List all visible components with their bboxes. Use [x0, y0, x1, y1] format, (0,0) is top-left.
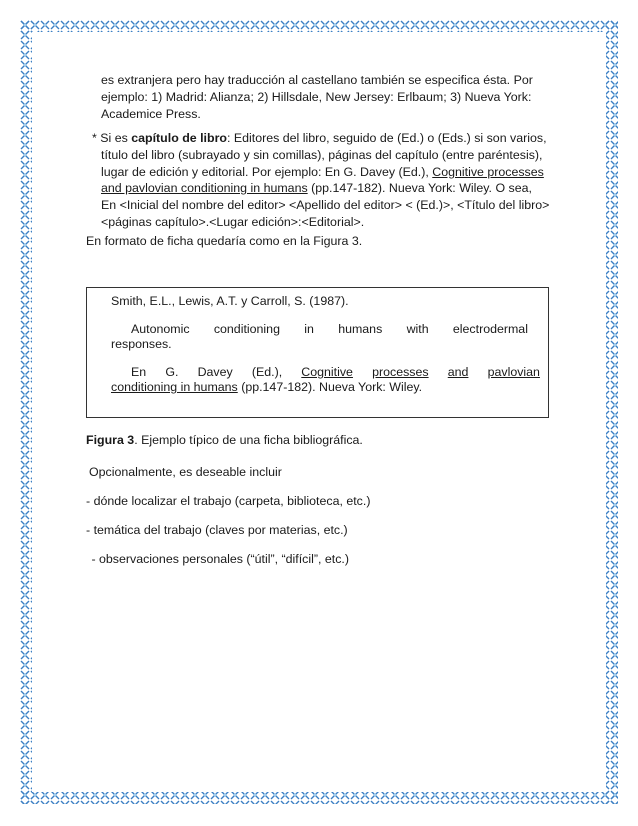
underlined-title: Cognitive processes [432, 164, 544, 179]
paragraph-figure-reference: En formato de ficha quedaría como en la Figura 3. [86, 234, 363, 248]
figure-caption: Figura 3. Ejemplo típico de una ficha bibliográfica. [86, 433, 363, 447]
text-line: título del libro (subrayado y sin comillas), páginas del capítulo (entre paréntesis), [101, 147, 543, 162]
text-line: lugar de edición y editorial. Por ejemplo: En G. Davey (Ed.), Cognitive processes [101, 164, 544, 179]
figure-3-ficha-box [86, 287, 549, 418]
ficha-title-line: Autonomic conditioning in humans with electrodermal [131, 322, 528, 336]
underlined-title: and pavlovian conditioning in humans [101, 181, 308, 196]
text-line: <páginas capítulo>.<Lugar edición>:<Editorial>. [101, 214, 365, 229]
ficha-author-line: Smith, E.L., Lewis, A.T. y Carroll, S. (1987). [111, 294, 349, 308]
ficha-book-line: conditioning in humans (pp.147-182). Nueva York: Wiley. [111, 380, 423, 394]
list-intro: Opcionalmente, es deseable incluir [89, 465, 282, 479]
list-item: - observaciones personales (“útil”, “difícil”, etc.) [88, 552, 349, 566]
text-line: es extranjera pero hay traducción al castellano también se especifica ésta. Por [101, 73, 533, 87]
underlined-title: conditioning in humans [111, 380, 238, 394]
text-line: * Si es capítulo de libro: Editores del libro, seguido de (Ed.) o (Eds.) si son varios, [92, 131, 547, 145]
text-line: En <Inicial del nombre del editor> <Apellido del editor> < (Ed.)>, <Título del libro> [101, 198, 550, 213]
ficha-title-line-2: responses. [111, 337, 172, 351]
caption-label: Figura 3 [86, 433, 135, 447]
ficha-editor-line: En G. Davey (Ed.), Cognitive processes and pavlovian [131, 365, 540, 379]
text-line: and pavlovian conditioning in humans (pp.147-182). Nueva York: Wiley. O sea, [101, 181, 532, 196]
list-item: - dónde localizar el trabajo (carpeta, biblioteca, etc.) [86, 494, 371, 508]
list-item: - temática del trabajo (claves por materias, etc.) [86, 523, 348, 537]
bold-term: capítulo de libro [131, 131, 227, 145]
text-line: ejemplo: 1) Madrid: Alianza; 2) Hillsdale, New Jersey: Erlbaum; 3) Nueva York: [101, 89, 532, 104]
paragraph-book-chapter [92, 130, 552, 231]
paragraph-translation-note [86, 72, 552, 122]
text-line: Academice Press. [101, 106, 201, 121]
